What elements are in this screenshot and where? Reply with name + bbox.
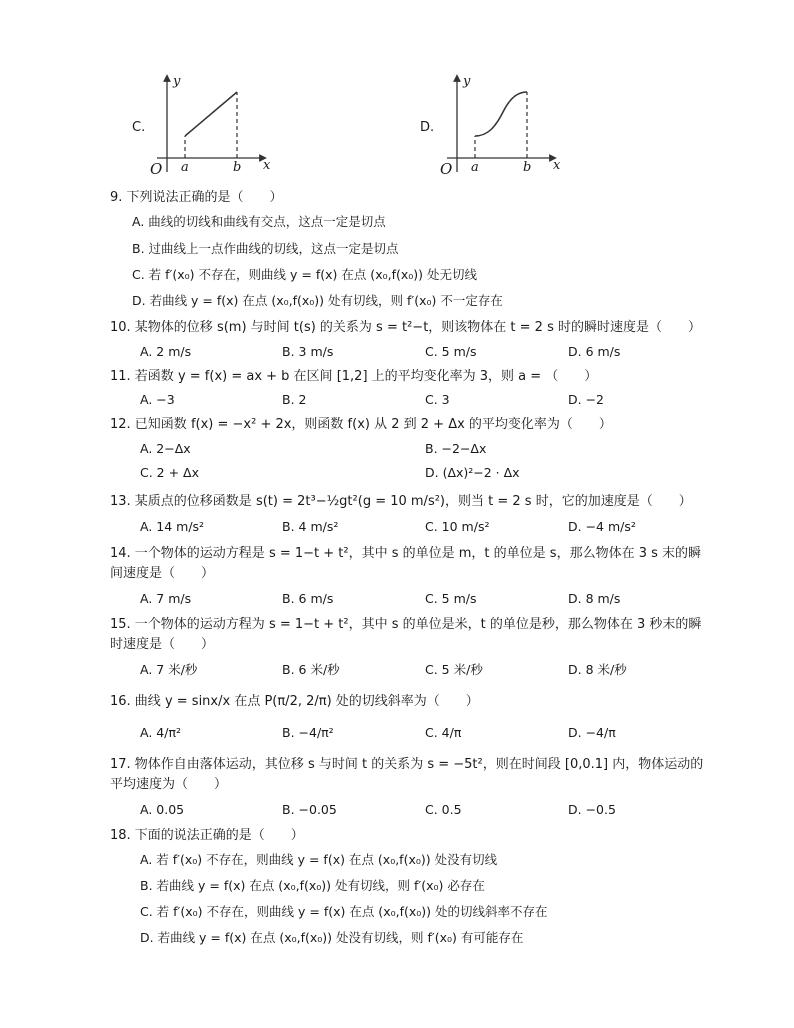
- question-11-option-d: D. −2: [568, 392, 604, 407]
- question-17-option-c: C. 0.5: [425, 802, 462, 817]
- question-9-option-b: B. 过曲线上一点作曲线的切线，这点一定是切点: [132, 241, 399, 256]
- graph-c: [145, 72, 275, 184]
- question-11-stem: 11. 若函数 y = f(x) = ax + b 在区间 [1,2] 上的平均变化率为 3，则 a = （ ）: [110, 369, 598, 384]
- question-11-option-c: C. 3: [425, 392, 450, 407]
- graph-d-a-label: a: [471, 160, 479, 175]
- question-12-stem: 12. 已知函数 f(x) = −x² + 2x，则函数 f(x) 从 2 到 2 + Δx 的平均变化率为（ ）: [110, 417, 612, 432]
- question-16-option-c: C. 4/π: [425, 725, 462, 740]
- question-12-option-c: C. 2 + Δx: [140, 465, 199, 480]
- question-14-option-a: A. 7 m/s: [140, 591, 192, 606]
- question-13-option-a: A. 14 m/s²: [140, 519, 205, 534]
- graph-c-b-label: b: [233, 160, 242, 175]
- question-15-option-c: C. 5 米/秒: [425, 662, 483, 677]
- question-12-option-a: A. 2−Δx: [140, 441, 191, 456]
- question-10-option-d: D. 6 m/s: [568, 344, 621, 359]
- question-16-option-a: A. 4/π²: [140, 725, 181, 740]
- question-18-option-a: A. 若 f′(x₀) 不存在，则曲线 y = f(x) 在点 (x₀,f(x₀)) 处没有切线: [140, 852, 498, 867]
- graph-c-origin: O: [150, 160, 163, 178]
- question-18-option-c: C. 若 f′(x₀) 不存在，则曲线 y = f(x) 在点 (x₀,f(x₀)) 处的切线斜率不存在: [140, 904, 548, 919]
- question-17-option-d: D. −0.5: [568, 802, 616, 817]
- question-13-option-c: C. 10 m/s²: [425, 519, 490, 534]
- question-13-option-b: B. 4 m/s²: [282, 519, 339, 534]
- graph-d: [435, 72, 565, 184]
- question-16-option-d: D. −4/π: [568, 725, 616, 740]
- question-15-option-b: B. 6 米/秒: [282, 662, 340, 677]
- question-14-option-d: D. 8 m/s: [568, 591, 621, 606]
- question-9-stem: 9. 下列说法正确的是（ ）: [110, 190, 283, 205]
- question-12-option-d: D. (Δx)²−2 · Δx: [425, 465, 520, 480]
- question-10-option-a: A. 2 m/s: [140, 344, 192, 359]
- graph-d-curve: [475, 92, 527, 136]
- graph-c-line: [185, 92, 237, 136]
- question-16-option-b: B. −4/π²: [282, 725, 334, 740]
- question-15-option-a: A. 7 米/秒: [140, 662, 198, 677]
- question-18-option-b: B. 若曲线 y = f(x) 在点 (x₀,f(x₀)) 处有切线，则 f′(x₀) 必存在: [140, 878, 485, 893]
- question-9-option-a: A. 曲线的切线和曲线有交点，这点一定是切点: [132, 214, 386, 229]
- question-13-stem: 13. 某质点的位移函数是 s(t) = 2t³−½gt²(g = 10 m/s²)，则当 t = 2 s 时，它的加速度是（ ）: [110, 494, 692, 509]
- graph-d-x-label: x: [553, 158, 561, 173]
- graph-d-label: D.: [420, 120, 435, 135]
- graph-c-y-label: y: [173, 74, 181, 89]
- question-12-option-b: B. −2−Δx: [425, 441, 487, 456]
- question-18-option-d: D. 若曲线 y = f(x) 在点 (x₀,f(x₀)) 处没有切线，则 f′(x₀) 有可能存在: [140, 930, 524, 945]
- question-9-option-c: C. 若 f′(x₀) 不存在，则曲线 y = f(x) 在点 (x₀,f(x₀)) 处无切线: [132, 267, 477, 282]
- question-17-option-a: A. 0.05: [140, 802, 185, 817]
- graph-d-origin: O: [440, 160, 453, 178]
- graph-c-x-label: x: [263, 158, 271, 173]
- graph-d-y-label: y: [463, 74, 471, 89]
- question-15-option-d: D. 8 米/秒: [568, 662, 627, 677]
- graph-d-b-label: b: [523, 160, 532, 175]
- question-18-stem: 18. 下面的说法正确的是（ ）: [110, 828, 304, 843]
- question-10-stem: 10. 某物体的位移 s(m) 与时间 t(s) 的关系为 s = t²−t，则该物体在 t = 2 s 时的瞬时速度是（ ）: [110, 320, 701, 335]
- question-16-stem: 16. 曲线 y = sinx/x 在点 P(π/2, 2/π) 处的切线斜率为（ ）: [110, 694, 479, 709]
- graph-c-a-label: a: [181, 160, 189, 175]
- question-10-option-c: C. 5 m/s: [425, 344, 477, 359]
- question-14-option-b: B. 6 m/s: [282, 591, 334, 606]
- graph-c-label: C.: [132, 120, 146, 135]
- question-14-stem: 14. 一个物体的运动方程是 s = 1−t + t²，其中 s 的单位是 m，t 的单位是 s，那么物体在 3 s 末的瞬间速度是（ ）: [110, 546, 702, 581]
- question-11-option-b: B. 2: [282, 392, 307, 407]
- question-17-option-b: B. −0.05: [282, 802, 337, 817]
- question-11-option-a: A. −3: [140, 392, 175, 407]
- question-13-option-d: D. −4 m/s²: [568, 519, 636, 534]
- question-9-option-d: D. 若曲线 y = f(x) 在点 (x₀,f(x₀)) 处有切线，则 f′(x₀) 不一定存在: [132, 293, 503, 308]
- question-15-stem: 15. 一个物体的运动方程为 s = 1−t + t²，其中 s 的单位是米，t 的单位是秒，那么物体在 3 秒末的瞬时速度是（ ）: [110, 617, 702, 652]
- question-10-option-b: B. 3 m/s: [282, 344, 334, 359]
- question-17-stem: 17. 物体作自由落体运动，其位移 s 与时间 t 的关系为 s = −5t²，则在时间段 [0,0.1] 内，物体运动的平均速度为（ ）: [110, 757, 704, 792]
- question-14-option-c: C. 5 m/s: [425, 591, 477, 606]
